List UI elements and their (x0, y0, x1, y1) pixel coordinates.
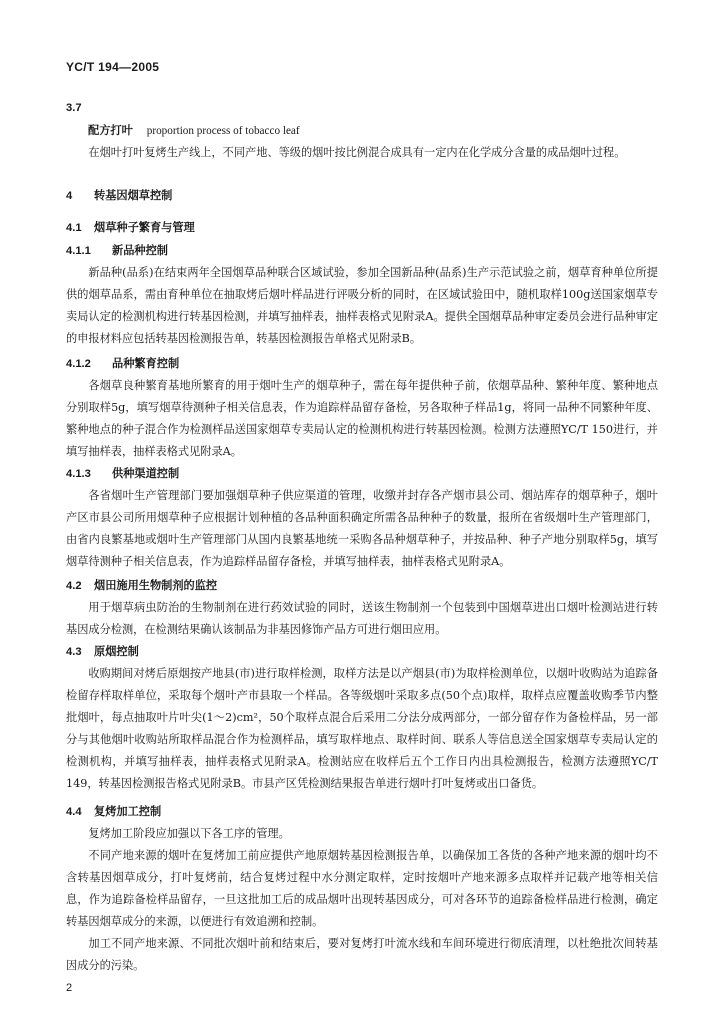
clause-4-4-paragraph: 不同产地来源的烟叶在复烤加工前应提供产地原烟转基因检测报告单，以确保加工各货的各种产地来源的烟叶均不含转基因烟草成分，打叶复烤前，结合复烤过程中水分测定取样，定时按烟叶产地来源多点取样并记载产地等相关信息，作为追踪备检样品留存，一旦这批加工后的成品烟叶出现转基因成分，可对各环节的追踪备检样品进行检测，确定转基因烟草成分的来源，以便进行有效追溯和控制。 (66, 849, 658, 928)
clause-4-4-paragraph: 加工不同产地来源、不同批次烟叶前和结束后，要对复烤打叶流水线和车间环境进行彻底清理，以杜绝批次间转基因成分的污染。 (66, 937, 658, 972)
clause-title: 烟草种子繁育与管理 (94, 220, 195, 234)
clause-4-2-body: 用于烟草病虫防治的生物制剂在进行药效试验的同时，送该生物制剂一个包装到中国烟草进出口烟叶检测站进行转基因成分检测，在检测结果确认该制品为非基因修饰产品方可进行烟田应用。 (66, 601, 658, 636)
clause-4-1-1-body: 新品种(品系)在结束两年全国烟草品种联合区域试验，参加全国新品种(品系)生产示范试验之前，烟草育种单位所提供的烟草品系，需由育种单位在抽取烤后烟叶样品进行评吸分析的同时，在区域试验田中，随机取样100g送国家烟草专卖局认定的检测机构进行转基因检测，并填写抽样表，抽样表格式见附录A。提供全国烟草品种审定委员会进行品种审定的申报材料应包括转基因检测报告单，转基因检测报告单格式见附录B。 (66, 266, 658, 345)
clause-title: 新品种控制 (112, 243, 168, 257)
clause-title: 原烟控制 (94, 644, 139, 658)
term-english: proportion process of tobacco leaf (146, 125, 300, 137)
clause-title: 烟田施用生物制剂的监控 (94, 578, 218, 592)
clause-number: 4.3 (66, 646, 82, 658)
clause-4-1-3-body: 各省烟叶生产管理部门要加强烟草种子供应渠道的管理，收缴并封存各产烟市县公司、烟站库存的烟草种子，烟叶产区市县公司所用烟草种子应根据计划种植的各品种面积确定所需各品种种子的数量，报所在省级烟叶生产管理部门，由省内良繁基地或烟叶生产管理部门从国内良繁基地统一采购各品种烟草种子，并按品种、种子产地分别取样5g，填写烟草待测种子相关信息表，作为追踪样品留存备检，并填写抽样表，抽样表格式见附录A。 (66, 489, 658, 568)
page-number: 2 (66, 982, 73, 994)
clause-4-4-intro: 复烤加工阶段应加强以下各工序的管理。 (88, 827, 290, 840)
clause-title: 供种渠道控制 (112, 466, 180, 480)
chapter-4-heading (66, 184, 658, 207)
clause-number: 4.1 (66, 222, 82, 234)
clause-4-1-3 (66, 462, 658, 573)
term-definition: 在烟叶打叶复烤生产线上，不同产地、等级的烟叶按比例混合成具有一定内在化学成分含量的成品烟叶过程。 (88, 146, 626, 159)
clause-number: 4.1.2 (66, 358, 91, 370)
clause-4-4 (66, 800, 658, 977)
chapter-title: 转基因烟草控制 (94, 188, 173, 202)
clause-3-7 (66, 96, 658, 164)
clause-4-1-2-body: 各烟草良种繁育基地所繁育的用于烟叶生产的烟草种子，需在每年提供种子前，依烟草品种、繁种年度、繁种地点分别取样5g，填写烟草待测种子相关信息表，作为追踪样品留存备检，另各取种子样品1g，将同一品种不同繁种年度、繁种地点的种子混合作为检测样品送国家烟草专卖局认定的检测机构进行转基因检测。检测方法遵照YC/T 150进行，并填写抽样表，抽样表格式见附录A。 (66, 379, 658, 458)
clause-4-2 (66, 574, 658, 641)
clause-4-3-body: 收购期间对烤后原烟按产地县(市)进行取样检测，取样方法是以产烟县(市)为取样检测单位，以烟叶收购站为追踪备检留存样取样单位，采取每个烟叶产市县取一个样品。各等级烟叶采取多点(50个点)取样，取样点应覆盖收购季节内整批烟叶，每点抽取叶片叶尖(1～2)cm²，50个取样点混合后采用二分法分成两部分，一部分留存作为备检样品，另一部分与其他烟叶收购站所取样品混合作为检测样品，填写取样地点、取样时间、联系人等信息送全国家烟草专卖局认定的检测机构，并填写抽样表，抽样表格式见附录A。检测站应在收样后五个工作日内出具检测报告，检测方法遵照YC/T 149，转基因检测报告格式见附录B。市县产区凭检测结果报告单进行烟叶打叶复烤或出口备货。 (66, 667, 658, 790)
term-line (66, 119, 658, 142)
clause-title: 复烤加工控制 (94, 804, 162, 818)
clause-title: 品种繁育控制 (112, 356, 180, 370)
clause-number: 4.1.1 (66, 245, 91, 257)
clause-number: 3.7 (66, 102, 82, 114)
clause-number: 4.4 (66, 806, 82, 818)
standard-number-header: YC/T 194—2005 (66, 60, 160, 74)
clause-number: 4.2 (66, 580, 82, 592)
clause-4-1 (66, 216, 658, 350)
chapter-number: 4 (66, 190, 73, 202)
clause-number: 4.1.3 (66, 468, 91, 480)
clause-4-3 (66, 640, 658, 795)
term-chinese: 配方打叶 (88, 123, 133, 137)
clause-4-1-2 (66, 352, 658, 463)
